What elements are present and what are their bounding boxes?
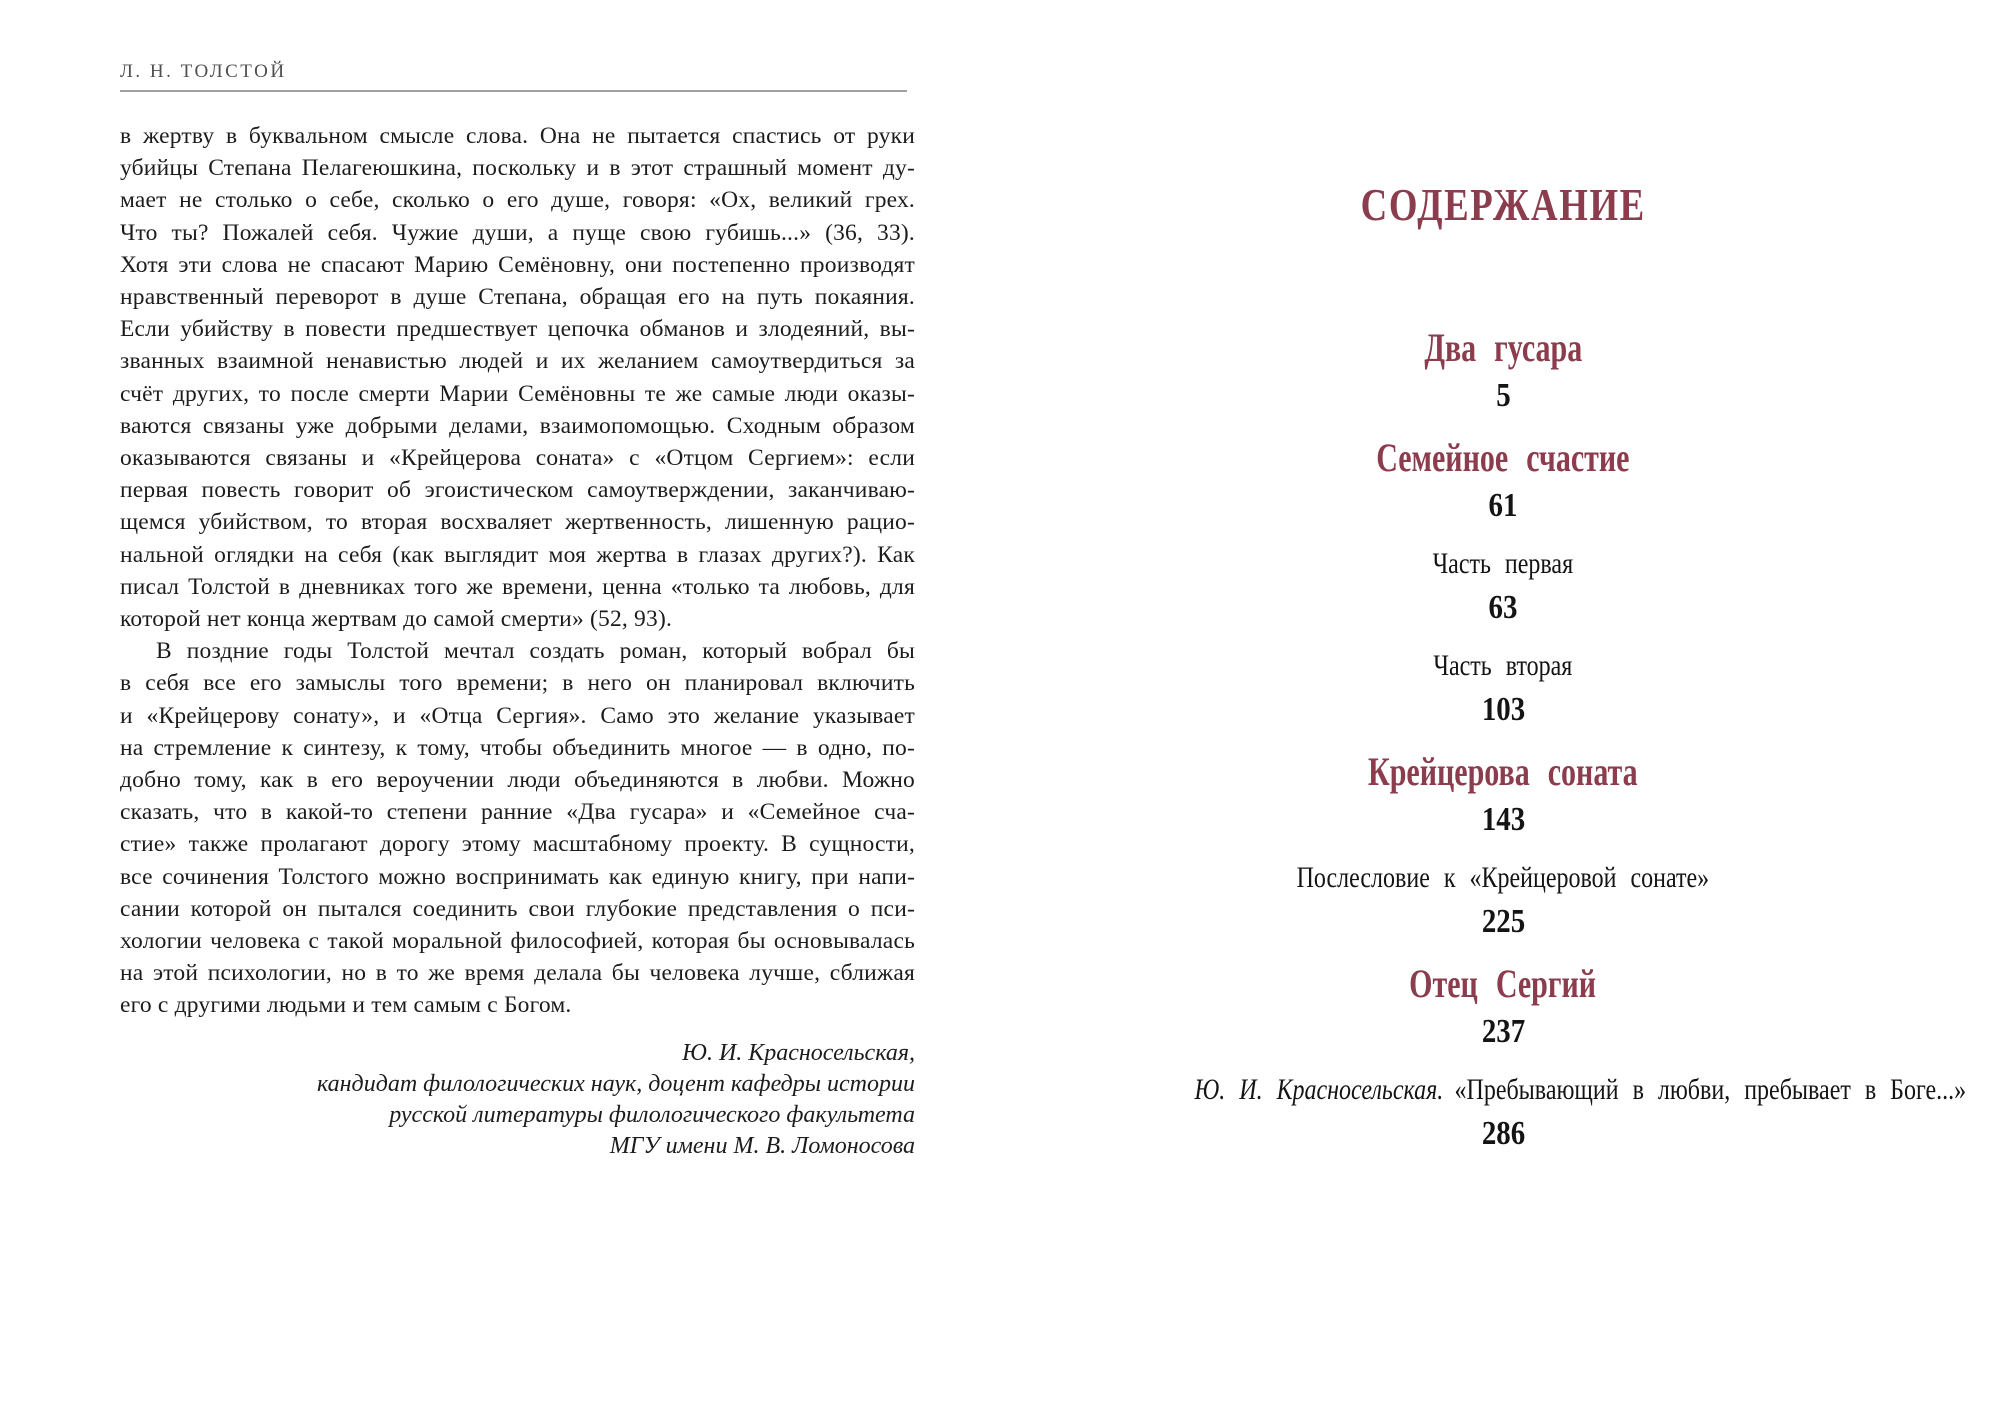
body-text-line: В поздние годы Толстой мечтал создать роман, который вобрал бы: [156, 638, 915, 665]
toc-entry: [1098, 648, 1908, 732]
running-head: Л. Н. ТОЛСТОЙ: [120, 60, 907, 92]
toc-entry-page-number-text: 63: [1488, 589, 1518, 626]
body-text-line: счёт других, то после смерти Марии Семёновны те же самые люди оказы-: [120, 380, 915, 407]
toc-entry-page-number: [1098, 484, 1908, 528]
body-text-line: и «Крейцерову сонату», и «Отца Сергия». Само это желание указывает: [120, 702, 915, 729]
toc-entry-title-text: Крейцерова соната: [1368, 749, 1638, 794]
toc-entry-page-number-text: 225: [1481, 903, 1525, 940]
signature-line: Ю. И. Красносельская,: [682, 1040, 915, 1066]
body-text-line: хологии человека с такой моральной философией, которая бы основывалась: [120, 928, 915, 955]
toc-entry-title: [1098, 648, 1908, 684]
body-text-line: мает не столько о себе, сколько о его душе, говоря: «Ох, великий грех.: [120, 187, 915, 214]
toc-entry-page-number: [1098, 1010, 1908, 1054]
body-text-line: Если убийству в повести предшествует цепочка обманов и злодеяний, вы-: [120, 316, 915, 343]
toc-entry-page-number-text: 237: [1481, 1013, 1525, 1050]
body-text-line: стие» также пролагают дорогу этому масштабному проекту. В сущности,: [120, 831, 915, 858]
toc-entry-title: [1098, 326, 1908, 370]
signature-block: [120, 1038, 915, 1162]
body-text-line: ваются связаны уже добрыми делами, взаимопомощью. Сходным образом: [120, 412, 915, 439]
body-text-line: убийцы Степана Пелагеюшкина, поскольку и в этот страшный момент ду-: [120, 155, 915, 182]
toc-entry: [1098, 546, 1908, 630]
toc-entry-title: [1098, 962, 1908, 1006]
toc-entry-title-text: Семейное счастие: [1376, 435, 1630, 480]
toc-entry-title: [1098, 750, 1908, 794]
toc-entry-title-text: Часть первая: [1432, 547, 1574, 580]
body-text-line: писал Толстой в дневниках того же времени, ценна «только та любовь, для: [120, 573, 915, 600]
toc-entry-author: Ю. И. Красносельская.: [1194, 1073, 1444, 1106]
body-text-line: в себя все его замыслы того времени; в него он планировал включить: [120, 670, 915, 697]
toc-entry-title-text: [1194, 1072, 1966, 1108]
toc-entry-title-text: Часть вторая: [1433, 649, 1573, 682]
body-text: [120, 120, 915, 1022]
toc-entry-page-number: [1098, 374, 1908, 418]
toc-entry-title: [1098, 436, 1908, 480]
toc-entry-page-number: [1098, 798, 1908, 842]
body-text-line: добно тому, как в его вероучении люди объединяются в любви. Можно: [120, 767, 915, 794]
body-text-line: на стремление к синтезу, к тому, чтобы объединить многое — в одно, по-: [120, 734, 915, 761]
toc-entry-title: [1098, 1072, 1967, 1108]
body-text-line: сказать, что в какой-то степени ранние «Два гусара» и «Семейное сча-: [120, 799, 915, 826]
toc-entry: [1098, 1072, 1967, 1156]
signature-line: русской литературы филологического факультета: [389, 1102, 915, 1128]
toc-entry: [1098, 860, 1908, 944]
toc-entry: [1098, 326, 1908, 418]
toc-entry-title: [1098, 546, 1908, 582]
toc-entry-page-number-text: 103: [1481, 691, 1525, 728]
toc-entry-page-number-text: 143: [1481, 801, 1525, 838]
body-text-line: сании которой он пытался соединить свои глубокие представления о пси-: [120, 895, 915, 922]
signature-line: кандидат филологических наук, доцент кафедры истории: [317, 1071, 915, 1097]
toc-entry-page-number: [1098, 1112, 1908, 1156]
toc-entry-page-number-text: 61: [1488, 487, 1518, 524]
body-text-line: первая повесть говорит об эгоистическом самоутверждении, заканчиваю-: [120, 477, 915, 504]
toc-heading-text: СОДЕРЖАНИЕ: [1360, 179, 1646, 230]
signature-line: МГУ имени М. В. Ломоносова: [609, 1133, 915, 1159]
body-text-line: щемся убийством, то вторая восхваляет жертвенность, лишенную рацио-: [120, 509, 915, 536]
toc-entry-title-label: «Пребывающий в любви, пребывает в Боге...»: [1454, 1073, 1967, 1106]
toc-heading: [1098, 180, 1908, 230]
body-text-line: нальной оглядки на себя (как выглядит моя жертва в глазах других?). Как: [120, 541, 915, 568]
body-text-line: нравственный переворот в душе Степана, обращая его на путь покаяния.: [120, 284, 915, 311]
toc-entry-title-text: Послесловие к «Крейцеровой сонате»: [1296, 861, 1710, 894]
toc-entry-page-number: [1098, 688, 1908, 732]
toc-entry-page-number-text: 286: [1481, 1115, 1525, 1152]
toc-entry: [1098, 962, 1908, 1054]
toc-entry: [1098, 436, 1908, 528]
toc-entry-page-number-text: 5: [1495, 377, 1511, 414]
body-text-line: которой нет конца жертвам до самой смерти» (52, 93).: [120, 606, 673, 633]
toc-entry-page-number: [1098, 900, 1908, 944]
body-text-line: оказываются связаны и «Крейцерова соната» с «Отцом Сергием»: если: [120, 445, 915, 472]
toc-entry: [1098, 750, 1908, 842]
table-of-contents: [1098, 179, 1967, 1156]
body-text-line: его с другими людьми и тем самым с Богом.: [120, 992, 572, 1019]
body-text-line: Хотя эти слова не спасают Марию Семёновну, они постепенно производят: [120, 251, 915, 278]
toc-entry-title-text: Отец Сергий: [1409, 961, 1597, 1006]
body-text-line: все сочинения Толстого можно воспринимать как единую книгу, при напи-: [120, 863, 915, 890]
toc-entries: [1098, 325, 1967, 1156]
toc-entry-title: [1098, 860, 1908, 896]
body-text-line: на этой психологии, но в то же время делала бы человека лучше, сближая: [120, 960, 915, 987]
body-text-line: в жертву в буквальном смысле слова. Она не пытается спастись от руки: [120, 123, 915, 149]
body-text-line: Что ты? Пожалей себя. Чужие души, а пуще свою губишь...» (36, 33).: [120, 219, 915, 246]
toc-entry-page-number: [1098, 586, 1908, 630]
toc-entry-title-text: Два гусара: [1424, 325, 1582, 370]
body-text-line: званных взаимной ненавистью людей и их желанием самоутвердиться за: [120, 348, 915, 375]
